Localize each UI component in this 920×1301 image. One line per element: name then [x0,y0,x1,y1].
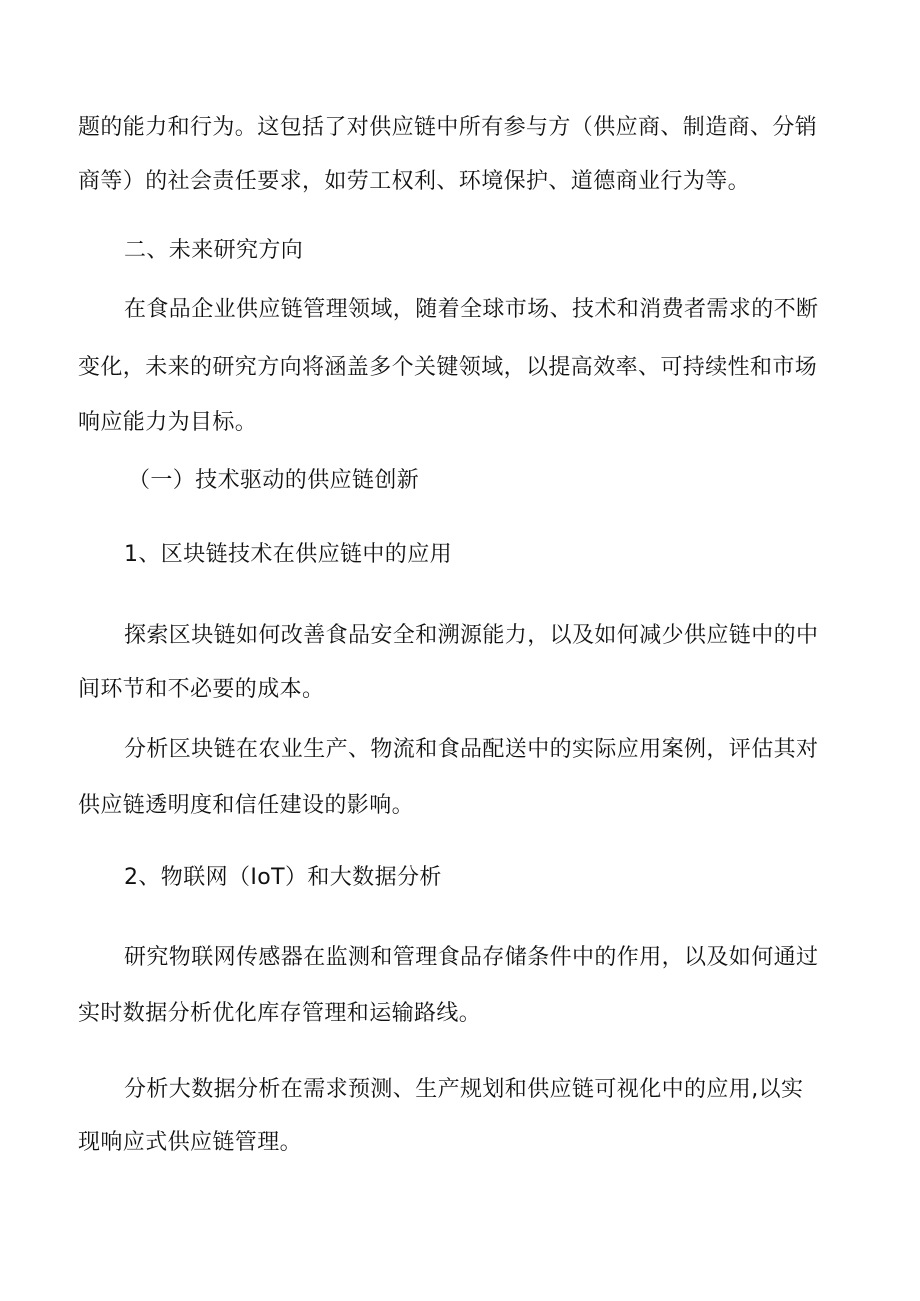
paragraph-2-line-1: 在食品企业供应链管理领域，随着全球市场、技术和消费者需求的不断 [124,297,819,322]
paragraph-6-line-1: 分析大数据分析在需求预测、生产规划和供应链可视化中的应用,以实 [124,1077,804,1102]
subheading-tech-driven-innovation: （一）技术驱动的供应链创新 [128,468,420,493]
paragraph-3-line-2: 间环节和不必要的成本。 [78,677,325,702]
paragraph-5-line-1: 研究物联网传感器在监测和管理食品存储条件中的作用，以及如何通过 [124,945,819,970]
paragraph-1-line-1: 题的能力和行为。这包括了对供应链中所有参与方（供应商、制造商、分销 [78,115,818,140]
paragraph-6-line-2: 现响应式供应链管理。 [78,1130,303,1155]
paragraph-2-line-2: 变化，未来的研究方向将涵盖多个关键领域，以提高效率、可持续性和市场 [78,355,818,380]
section-heading-future-research: 二、未来研究方向 [124,238,304,263]
item-heading-iot-big-data: 2、物联网（IoT）和大数据分析 [124,865,442,890]
paragraph-5-line-2: 实时数据分析优化库存管理和运输路线。 [78,1001,482,1026]
paragraph-2-line-3: 响应能力为目标。 [78,410,258,435]
paragraph-1-line-2: 商等）的社会责任要求，如劳工权利、环境保护、道德商业行为等。 [78,169,751,194]
paragraph-4-line-2: 供应链透明度和信任建设的影响。 [78,793,415,818]
paragraph-3-line-1: 探索区块链如何改善食品安全和溯源能力，以及如何减少供应链中的中 [124,623,819,648]
item-heading-blockchain: 1、区块链技术在供应链中的应用 [124,542,452,567]
paragraph-4-line-1: 分析区块链在农业生产、物流和食品配送中的实际应用案例，评估其对 [124,737,819,762]
